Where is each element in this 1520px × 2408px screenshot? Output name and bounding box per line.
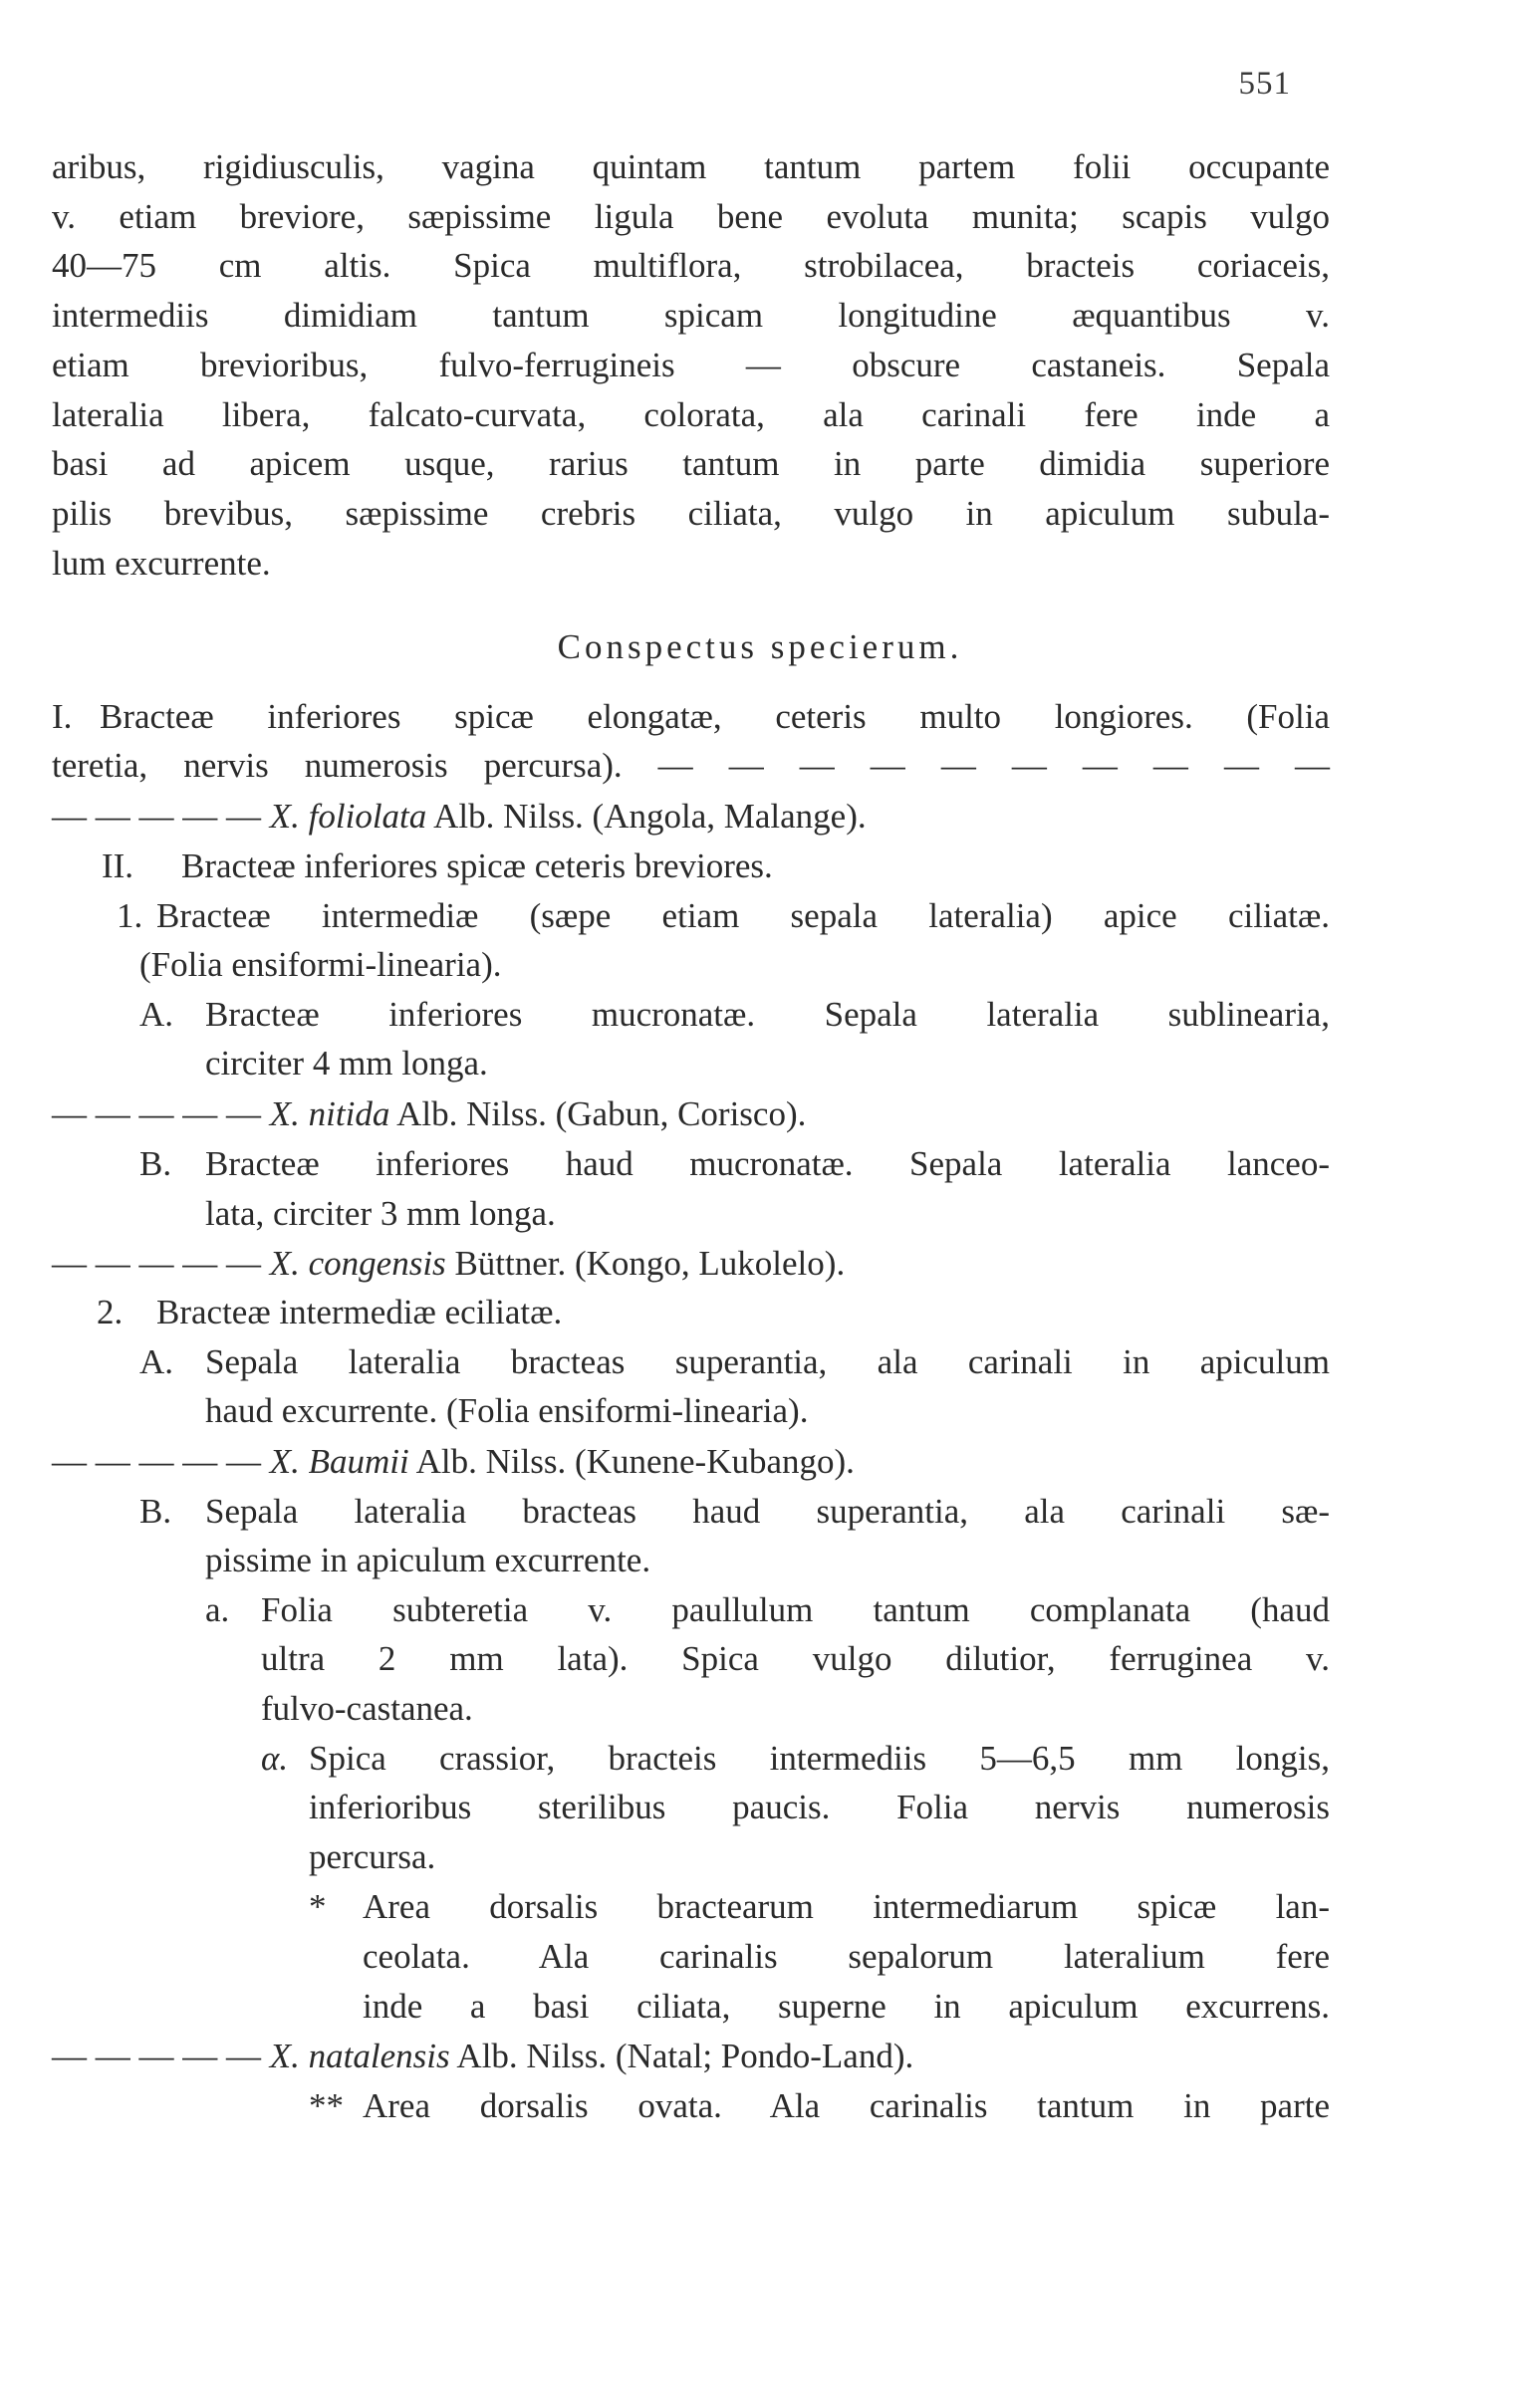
key-line: (Folia ensiformi-linearia). <box>139 945 502 984</box>
species-epithet: congensis <box>308 1244 446 1283</box>
genus-abbrev: X. <box>269 1442 300 1481</box>
page-number: 551 <box>1238 66 1291 102</box>
entry-text: Area dorsalis ovata. Ala carinalis tantum in parte <box>363 2086 1330 2125</box>
key-entry-2 <box>97 1290 562 1335</box>
entry-label: I. <box>52 697 73 736</box>
intro-line: v. etiam breviore, sæpissime ligula bene evoluta munita; scapis vulgo <box>52 197 1330 236</box>
entry-text: Spica crassior, bracteis intermediis 5—6,5 mm longis, <box>309 1739 1330 1778</box>
key-line: percursa. <box>309 1837 436 1876</box>
key-entry-II <box>102 843 773 889</box>
species-line-baumii <box>52 1439 855 1485</box>
entry-label: B. <box>139 1144 172 1183</box>
intro-line: lum excurrente. <box>52 544 271 583</box>
key-entry-a <box>205 1587 1330 1633</box>
genus-abbrev: X. <box>269 1244 300 1283</box>
entry-label: a. <box>205 1590 230 1629</box>
species-authority: Alb. Nilss. (Natal; Pondo-Land). <box>456 2037 914 2075</box>
species-line-natalensis <box>52 2034 913 2079</box>
entry-label: 1. <box>117 896 143 935</box>
key-entry-alpha <box>261 1736 1330 1782</box>
key-line: inferioribus sterilibus paucis. Folia nervis numerosis <box>309 1788 1330 1826</box>
entry-text: Bracteæ inferiores haud mucronatæ. Sepala lateralia lanceo- <box>205 1144 1330 1183</box>
genus-abbrev: X. <box>269 1094 300 1133</box>
key-line: fulvo-castanea. <box>261 1689 473 1728</box>
intro-line: etiam brevioribus, fulvo-ferrugineis — obscure castaneis. Sepala <box>52 346 1330 384</box>
dash-leader: — — — — — <box>52 2037 261 2075</box>
species-authority: Alb. Nilss. (Kunene-Kubango). <box>415 1442 855 1481</box>
entry-label: * <box>309 1887 327 1926</box>
entry-text: Sepala lateralia bracteas superantia, ala carinali in apiculum <box>205 1342 1330 1381</box>
dash-leader: — — — — — <box>52 797 261 836</box>
species-epithet: nitida <box>308 1094 390 1133</box>
entry-text: Area dorsalis bractearum intermediarum spicæ lan- <box>363 1887 1330 1926</box>
intro-line: intermediis dimidiam tantum spicam longitudine æquantibus v. <box>52 296 1330 335</box>
entry-label: A. <box>139 1342 174 1381</box>
dash-leader: — — — — — <box>52 1442 261 1481</box>
entry-label: ** <box>309 2086 344 2125</box>
key-entry-B2 <box>139 1489 1330 1535</box>
species-line-nitida <box>52 1091 806 1137</box>
entry-label: 2. <box>97 1293 124 1331</box>
genus-abbrev: X. <box>269 2037 300 2075</box>
dash-leader: — — — — — <box>52 1244 261 1283</box>
section-heading: Conspectus specierum. <box>557 627 963 666</box>
species-epithet: natalensis <box>308 2037 450 2075</box>
entry-text: Bracteæ inferiores mucronatæ. Sepala lateralia sublinearia, <box>205 995 1330 1034</box>
key-line: teretia, nervis numerosis percursa). — — — — — — — — — — <box>52 746 1330 785</box>
intro-line: pilis brevibus, sæpissime crebris ciliata, vulgo in apiculum subula- <box>52 494 1330 533</box>
entry-text: Bracteæ inferiores spicæ ceteris breviores. <box>181 846 773 885</box>
species-authority: Alb. Nilss. (Angola, Malange). <box>433 797 867 836</box>
key-entry-star <box>309 1884 1330 1930</box>
entry-label: II. <box>102 846 134 885</box>
entry-label: B. <box>139 1492 172 1531</box>
key-entry-I <box>52 694 1330 740</box>
species-epithet: Baumii <box>308 1442 409 1481</box>
key-line: inde a basi ciliata, superne in apiculum excurrens. <box>363 1987 1330 2026</box>
dash-leader: — — — — — <box>52 1094 261 1133</box>
intro-line: basi ad apicem usque, rarius tantum in parte dimidia superiore <box>52 444 1330 483</box>
entry-text: Folia subteretia v. paullulum tantum complanata (haud <box>261 1590 1330 1629</box>
intro-line: 40—75 cm altis. Spica multiflora, strobilacea, bracteis coriaceis, <box>52 246 1330 285</box>
intro-line: aribus, rigidiusculis, vagina quintam tantum partem folii occupante <box>52 147 1330 186</box>
entry-text: Bracteæ intermediæ (sæpe etiam sepala lateralia) apice ciliatæ. <box>156 896 1330 935</box>
species-authority: Büttner. (Kongo, Lukolelo). <box>454 1244 846 1283</box>
key-line: pissime in apiculum excurrente. <box>205 1541 651 1579</box>
genus-abbrev: X. <box>269 797 300 836</box>
species-line-congensis <box>52 1241 845 1287</box>
species-epithet: foliolata <box>308 797 427 836</box>
key-entry-B1 <box>139 1141 1330 1187</box>
intro-line: lateralia libera, falcato-curvata, colorata, ala carinali fere inde a <box>52 395 1330 434</box>
key-entry-double-star <box>309 2083 1330 2129</box>
key-line: circiter 4 mm longa. <box>205 1044 488 1083</box>
entry-text: Bracteæ inferiores spicæ elongatæ, ceteris multo longiores. (Folia <box>100 697 1330 736</box>
species-line-foliolata <box>52 794 867 840</box>
entry-label: A. <box>139 995 174 1034</box>
entry-label: α. <box>261 1739 289 1778</box>
species-authority: Alb. Nilss. (Gabun, Corisco). <box>396 1094 807 1133</box>
key-line: haud excurrente. (Folia ensiformi-linearia). <box>205 1391 809 1430</box>
key-entry-A2 <box>139 1339 1330 1385</box>
key-line: ultra 2 mm lata). Spica vulgo dilutior, ferruginea v. <box>261 1639 1330 1678</box>
key-entry-A1 <box>139 992 1330 1038</box>
key-entry-1 <box>117 893 1330 939</box>
entry-text: Bracteæ intermediæ eciliatæ. <box>156 1293 563 1331</box>
key-line: lata, circiter 3 mm longa. <box>205 1194 556 1233</box>
entry-text: Sepala lateralia bracteas haud superantia, ala carinali sæ- <box>205 1492 1330 1531</box>
key-line: ceolata. Ala carinalis sepalorum lateralium fere <box>363 1937 1330 1976</box>
